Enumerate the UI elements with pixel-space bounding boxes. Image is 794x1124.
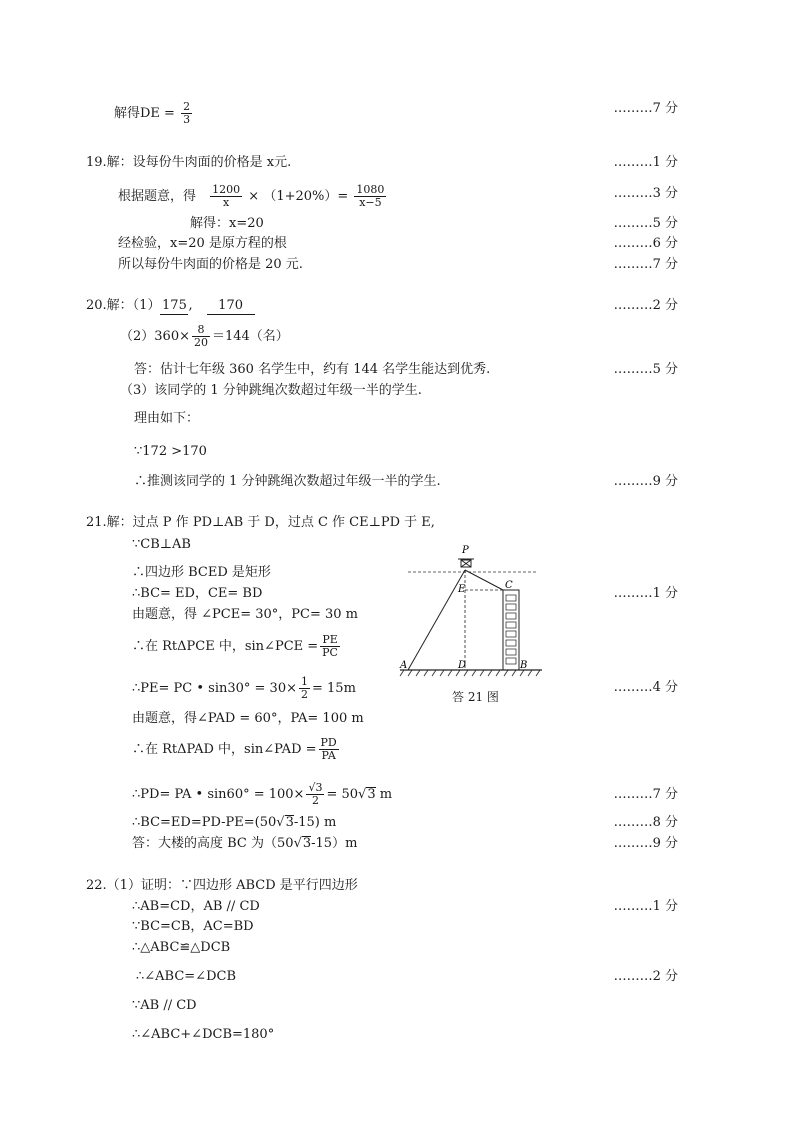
q22-score2: ………1 分 xyxy=(613,899,678,914)
q21-frac-pd-pa xyxy=(319,737,339,762)
q20-score7: ………9 分 xyxy=(613,474,678,489)
q22-line7: ∴∠ABC+∠DCB=180° xyxy=(132,1027,275,1042)
q20-line2 xyxy=(120,324,289,349)
q21-score11: ………8 分 xyxy=(613,815,678,830)
q18-line xyxy=(114,101,194,126)
q19-line5: 所以每份牛肉面的价格是 20 元. xyxy=(118,257,303,272)
q21-l10-mid: = 50 xyxy=(326,787,359,802)
q19-score1: ………1 分 xyxy=(613,155,678,170)
q19-line3: 解得：x=20 xyxy=(190,216,264,231)
label-A: A xyxy=(400,660,408,671)
q21-frac-root3-2 xyxy=(306,782,324,807)
ground-hatch xyxy=(400,670,540,676)
frac-den: 3 xyxy=(183,113,191,126)
frac-num: PE xyxy=(320,634,340,647)
q20-sep: , xyxy=(188,298,193,313)
q20-score1: ………2 分 xyxy=(613,298,678,313)
q21-line10 xyxy=(132,782,392,807)
q20-l2-pre: （2）360× xyxy=(120,329,190,344)
q19-line1: 19.解：设每份牛肉面的价格是 x元. xyxy=(86,155,292,170)
q21-l12-post: -15）m xyxy=(311,836,358,851)
q19-score5: ………7 分 xyxy=(613,257,678,272)
figure-caption: 答 21 图 xyxy=(452,690,499,704)
q21-score12: ………9 分 xyxy=(613,836,678,851)
q21-line2: ∵CB⊥AB xyxy=(132,537,191,552)
q22-line5: ∴∠ABC=∠DCB xyxy=(136,969,237,984)
q21-score4: ………1 分 xyxy=(613,586,678,601)
q21-line6 xyxy=(132,634,342,659)
frac-den: 2 xyxy=(301,688,308,701)
sqrt-sign: √ xyxy=(293,836,302,851)
frac-num: 2 xyxy=(183,100,191,113)
q21-score10: ………7 分 xyxy=(613,787,678,802)
frac-den: PC xyxy=(322,646,338,659)
q19-line2 xyxy=(118,184,388,209)
q20-line1 xyxy=(86,298,255,315)
q19-line4: 经检验，x=20 是原方程的根 xyxy=(118,236,287,251)
segment-PA xyxy=(408,570,465,670)
q21-l7-post: = 15m xyxy=(312,681,356,696)
label-C: C xyxy=(505,580,513,591)
q21-l10-pre: ∴PD= PA • sin60° = 100× xyxy=(132,787,305,802)
q19-score3: ………5 分 xyxy=(613,216,678,231)
q21-l11-pre: ∴BC=ED=PD-PE=(50 xyxy=(132,815,277,830)
sqrt-sign: √ xyxy=(358,787,367,802)
q21-l7-pre: ∴PE= PC • sin30° = 30× xyxy=(132,681,297,696)
label-B: B xyxy=(520,660,528,671)
q20-line4: （3）该同学的 1 分钟跳绳次数超过年级一半的学生. xyxy=(120,383,422,398)
q22-line6: ∵AB // CD xyxy=(132,998,197,1013)
q21-frac-half xyxy=(299,676,310,701)
q21-line11 xyxy=(132,815,336,831)
q20-l1-pre: 20.解：（1） xyxy=(86,298,161,313)
frac-num: PD xyxy=(320,736,337,749)
q20-line7: ∴推测该同学的 1 分钟跳绳次数超过年级一半的学生. xyxy=(134,474,441,489)
frac-den: 2 xyxy=(311,794,319,807)
label-P: P xyxy=(462,545,469,556)
q21-line9 xyxy=(132,737,341,762)
frac-den: PA xyxy=(321,749,336,762)
q21-score7: ………4 分 xyxy=(613,680,678,695)
q22-line4: ∴△ABC≌△DCB xyxy=(132,940,231,955)
q21-line8: 由题意，得∠PAD = 60°，PA= 100 m xyxy=(132,711,364,726)
q20-line5: 理由如下： xyxy=(134,411,200,426)
segment-PC xyxy=(465,570,503,590)
q18-fraction xyxy=(181,101,192,126)
q18-text: 解得DE = xyxy=(114,106,175,121)
frac-den: x xyxy=(223,196,230,209)
q20-l2-post: ＝144（名） xyxy=(211,329,289,344)
q21-l10-radicand: 3 xyxy=(367,787,376,802)
q21-line4: ∴BC= ED，CE= BD xyxy=(132,586,263,601)
q19-frac1 xyxy=(210,184,242,209)
q19-frac2 xyxy=(354,184,386,209)
q21-figure xyxy=(398,542,546,686)
q21-l12-pre: 答：大楼的高度 BC 为（50 xyxy=(132,836,294,851)
frac-num: 8 xyxy=(192,324,210,337)
q21-line3: ∴四边形 BCED 是矩形 xyxy=(132,565,271,580)
q19-l2-mid: × （1+20%）= xyxy=(248,189,349,204)
q21-l12-radicand: 3 xyxy=(302,836,312,851)
q20-score3: ………5 分 xyxy=(613,362,678,377)
frac-num: 1080 xyxy=(356,183,385,196)
frac-num: √3 xyxy=(308,781,323,794)
building-icon xyxy=(503,590,519,670)
q21-line5: 由题意，得 ∠PCE= 30°，PC= 30 m xyxy=(132,607,358,622)
frac-den: 20 xyxy=(193,336,208,349)
label-E: E xyxy=(458,584,466,595)
q21-frac-pe-pc xyxy=(320,634,340,659)
q21-l10-post: m xyxy=(375,787,393,802)
q22-line1: 22.（1）证明：∵四边形 ABCD 是平行四边形 xyxy=(86,878,358,893)
q18-score: ………7 分 xyxy=(613,101,678,116)
q21-l11-radicand: 3 xyxy=(285,815,294,830)
q21-l11-post: -15) m xyxy=(293,815,337,830)
q21-l9-pre: ∴在 RtΔPAD 中，sin∠PAD = xyxy=(132,742,317,757)
q21-l6-pre: ∴在 RtΔPCE 中，sin∠PCE = xyxy=(132,639,319,654)
drone-icon xyxy=(458,559,474,567)
frac-den: x−5 xyxy=(359,196,382,209)
q20-blank2: 170 xyxy=(207,298,255,315)
q21-line7 xyxy=(132,676,356,701)
q22-line2: ∴AB=CD，AB // CD xyxy=(132,899,260,914)
frac-num: 1 xyxy=(301,675,308,688)
q20-blank1: 175 xyxy=(162,298,187,313)
q20-line6: ∵172 >170 xyxy=(134,444,207,459)
q19-l2-pre: 根据题意，得 xyxy=(118,189,197,204)
q22-score5: ………2 分 xyxy=(613,969,678,984)
q20-frac xyxy=(192,324,210,349)
label-D: D xyxy=(458,660,467,671)
q21-line1: 21.解：过点 P 作 PD⊥AB 于 D，过点 C 作 CE⊥PD 于 E, xyxy=(86,515,435,530)
q20-line3: 答：估计七年级 360 名学生中，约有 144 名学生能达到优秀. xyxy=(134,362,491,377)
q19-score2: ………3 分 xyxy=(613,186,678,201)
sqrt-sign: √ xyxy=(276,815,285,830)
q19-score4: ………6 分 xyxy=(613,236,678,251)
q22-line3: ∵BC=CB，AC=BD xyxy=(132,919,254,934)
q21-line12 xyxy=(132,836,357,852)
frac-num: 1200 xyxy=(212,183,241,196)
